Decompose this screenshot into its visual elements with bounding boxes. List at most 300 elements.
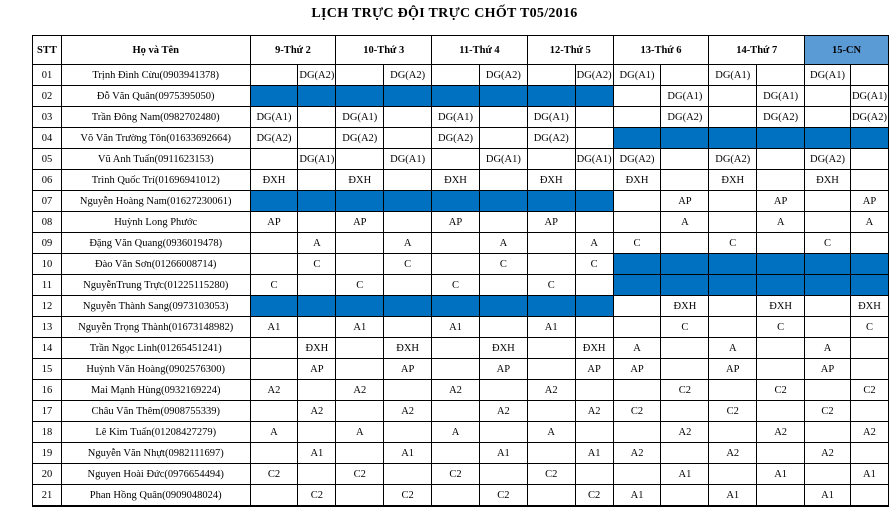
row-name: Phan Hồng Quân(0909048024) <box>61 485 250 507</box>
duty-cell: A1 <box>661 464 709 485</box>
off-duty-block <box>757 128 805 149</box>
duty-cell <box>575 107 613 128</box>
duty-cell <box>250 149 298 170</box>
duty-cell: C <box>850 317 888 338</box>
duty-cell <box>336 443 384 464</box>
duty-cell: C2 <box>709 401 757 422</box>
column-header-day: 12-Thứ 5 <box>527 36 613 65</box>
row-stt: 20 <box>33 464 62 485</box>
duty-cell <box>575 128 613 149</box>
duty-cell <box>709 380 757 401</box>
duty-cell <box>757 401 805 422</box>
duty-cell: A2 <box>709 443 757 464</box>
duty-cell <box>757 485 805 507</box>
duty-cell <box>250 338 298 359</box>
duty-cell <box>805 296 851 317</box>
duty-cell: AP <box>336 212 384 233</box>
table-row <box>33 86 889 107</box>
duty-cell: A1 <box>384 443 432 464</box>
off-duty-block <box>575 191 613 212</box>
table-row <box>33 191 889 212</box>
row-name: Trình Quốc Trí(01696941012) <box>61 170 250 191</box>
duty-cell <box>757 443 805 464</box>
duty-cell: DG(A1) <box>479 149 527 170</box>
row-stt: 15 <box>33 359 62 380</box>
duty-cell <box>661 233 709 254</box>
duty-cell: AP <box>298 359 336 380</box>
duty-cell: A2 <box>757 422 805 443</box>
off-duty-block <box>575 86 613 107</box>
duty-cell: ĐXH <box>479 338 527 359</box>
table-row <box>33 254 889 275</box>
duty-cell: DG(A2) <box>575 65 613 86</box>
duty-cell <box>384 212 432 233</box>
off-duty-block <box>298 296 336 317</box>
duty-cell <box>661 485 709 507</box>
duty-cell: A1 <box>479 443 527 464</box>
duty-cell <box>336 233 384 254</box>
duty-cell: A <box>432 422 480 443</box>
duty-cell <box>575 317 613 338</box>
off-duty-block <box>661 254 709 275</box>
duty-cell <box>432 359 480 380</box>
duty-cell: ĐXH <box>613 170 661 191</box>
duty-cell: C2 <box>613 401 661 422</box>
duty-cell: DG(A1) <box>527 107 575 128</box>
duty-cell <box>805 317 851 338</box>
duty-cell: ĐXH <box>384 338 432 359</box>
duty-cell: A <box>661 212 709 233</box>
duty-cell: ĐXH <box>805 170 851 191</box>
duty-cell <box>479 317 527 338</box>
column-header-day: 9-Thứ 2 <box>250 36 336 65</box>
off-duty-block <box>336 191 384 212</box>
duty-cell: AP <box>575 359 613 380</box>
duty-cell <box>432 485 480 507</box>
off-duty-block <box>805 275 851 296</box>
duty-cell <box>613 191 661 212</box>
duty-cell: AP <box>613 359 661 380</box>
duty-cell <box>613 86 661 107</box>
duty-cell <box>527 65 575 86</box>
duty-cell: DG(A2) <box>527 128 575 149</box>
off-duty-block <box>432 86 480 107</box>
duty-cell: DG(A1) <box>432 107 480 128</box>
off-duty-block <box>527 296 575 317</box>
duty-cell <box>384 128 432 149</box>
duty-cell: AP <box>757 191 805 212</box>
page-title: LỊCH TRỰC ĐỘI TRỰC CHỐT T05/2016 <box>311 6 578 21</box>
row-name: Châu Văn Thêm(0908755339) <box>61 401 250 422</box>
duty-cell: DG(A2) <box>757 107 805 128</box>
duty-cell: A <box>384 233 432 254</box>
duty-cell <box>709 296 757 317</box>
duty-cell <box>336 254 384 275</box>
duty-cell: ĐXH <box>757 296 805 317</box>
duty-cell: ĐXH <box>298 338 336 359</box>
duty-cell <box>432 401 480 422</box>
off-duty-block <box>432 191 480 212</box>
duty-cell: ĐXH <box>250 170 298 191</box>
duty-cell: C <box>527 275 575 296</box>
duty-cell <box>527 443 575 464</box>
off-duty-block <box>479 191 527 212</box>
duty-cell: C <box>805 233 851 254</box>
off-duty-block <box>613 275 661 296</box>
duty-cell: DG(A2) <box>850 107 888 128</box>
duty-cell: A1 <box>757 464 805 485</box>
row-name: Nguyen Hoài Đức(0976654494) <box>61 464 250 485</box>
duty-cell <box>709 191 757 212</box>
row-name: Vũ Anh Tuấn(0911623153) <box>61 149 250 170</box>
off-duty-block <box>298 191 336 212</box>
column-header-day: 10-Thứ 3 <box>336 36 432 65</box>
row-name: Nguyễn Hoàng Nam(01627230061) <box>61 191 250 212</box>
duty-cell: C <box>250 275 298 296</box>
column-header-day: 14-Thứ 7 <box>709 36 805 65</box>
duty-cell: ĐXH <box>850 296 888 317</box>
row-name: Huỳnh Văn Hoàng(0902576300) <box>61 359 250 380</box>
duty-cell <box>757 359 805 380</box>
row-stt: 14 <box>33 338 62 359</box>
duty-cell: A2 <box>298 401 336 422</box>
duty-cell <box>479 380 527 401</box>
duty-cell: C2 <box>850 380 888 401</box>
off-duty-block <box>250 86 298 107</box>
table-row <box>33 401 889 422</box>
off-duty-block <box>709 275 757 296</box>
row-name: Lê Kim Tuấn(01208427279) <box>61 422 250 443</box>
duty-cell <box>613 296 661 317</box>
table-row <box>33 275 889 296</box>
duty-cell <box>709 212 757 233</box>
off-duty-block <box>613 254 661 275</box>
duty-cell: DG(A1) <box>757 86 805 107</box>
duty-cell <box>805 107 851 128</box>
row-stt: 11 <box>33 275 62 296</box>
duty-cell <box>805 422 851 443</box>
duty-cell <box>479 128 527 149</box>
row-name: Nguyễn Văn Nhựt(0982111697) <box>61 443 250 464</box>
off-duty-block <box>479 86 527 107</box>
off-duty-block <box>709 254 757 275</box>
duty-cell: C2 <box>757 380 805 401</box>
off-duty-block <box>384 191 432 212</box>
duty-cell: A <box>336 422 384 443</box>
table-row <box>33 485 889 507</box>
duty-cell <box>432 149 480 170</box>
row-stt: 01 <box>33 65 62 86</box>
duty-cell <box>298 317 336 338</box>
duty-cell: A1 <box>575 443 613 464</box>
duty-cell: A2 <box>575 401 613 422</box>
duty-cell <box>384 317 432 338</box>
duty-cell <box>336 149 384 170</box>
duty-cell <box>250 233 298 254</box>
table-row <box>33 443 889 464</box>
duty-cell: A <box>250 422 298 443</box>
duty-cell <box>384 170 432 191</box>
off-duty-block <box>850 254 888 275</box>
duty-cell: A1 <box>298 443 336 464</box>
duty-cell: C <box>575 254 613 275</box>
duty-cell: A <box>298 233 336 254</box>
row-name: Nguyễn Thành Sang(0973103053) <box>61 296 250 317</box>
duty-cell <box>575 170 613 191</box>
row-stt: 19 <box>33 443 62 464</box>
off-duty-block <box>336 296 384 317</box>
off-duty-block <box>527 191 575 212</box>
duty-cell <box>336 338 384 359</box>
duty-cell <box>432 254 480 275</box>
duty-schedule-table <box>32 35 889 507</box>
off-duty-block <box>527 86 575 107</box>
off-duty-block <box>757 275 805 296</box>
row-name: Trần Ngọc Linh(01265451241) <box>61 338 250 359</box>
duty-cell: A2 <box>805 443 851 464</box>
duty-cell: C <box>709 233 757 254</box>
duty-cell <box>757 65 805 86</box>
duty-cell: DG(A2) <box>336 128 384 149</box>
duty-cell <box>613 380 661 401</box>
duty-cell <box>527 254 575 275</box>
duty-cell <box>479 107 527 128</box>
duty-cell <box>850 443 888 464</box>
column-header-day: 13-Thứ 6 <box>613 36 709 65</box>
duty-cell: A2 <box>527 380 575 401</box>
off-duty-block <box>757 254 805 275</box>
duty-cell <box>709 107 757 128</box>
duty-cell: C2 <box>250 464 298 485</box>
duty-cell: A1 <box>709 485 757 507</box>
duty-cell <box>661 359 709 380</box>
duty-cell: AP <box>432 212 480 233</box>
column-header-stt: STT <box>33 36 62 65</box>
duty-cell <box>850 170 888 191</box>
duty-cell <box>298 380 336 401</box>
duty-cell <box>613 317 661 338</box>
duty-cell <box>384 380 432 401</box>
duty-cell <box>709 422 757 443</box>
table-row <box>33 359 889 380</box>
table-row <box>33 170 889 191</box>
row-stt: 16 <box>33 380 62 401</box>
duty-cell: C2 <box>661 380 709 401</box>
table-row <box>33 317 889 338</box>
table-row <box>33 212 889 233</box>
duty-cell: DG(A2) <box>250 128 298 149</box>
duty-cell: A <box>479 233 527 254</box>
duty-cell: DG(A2) <box>384 65 432 86</box>
duty-cell: DG(A1) <box>250 107 298 128</box>
table-row <box>33 149 889 170</box>
duty-cell: A1 <box>850 464 888 485</box>
row-name: Đặng Văn Quang(0936019478) <box>61 233 250 254</box>
row-stt: 17 <box>33 401 62 422</box>
duty-cell: DG(A1) <box>575 149 613 170</box>
row-stt: 08 <box>33 212 62 233</box>
row-name: NguyễnTrung Trực(01225115280) <box>61 275 250 296</box>
row-stt: 05 <box>33 149 62 170</box>
off-duty-block <box>384 296 432 317</box>
duty-cell: C2 <box>336 464 384 485</box>
duty-cell <box>336 485 384 507</box>
duty-cell: C <box>661 317 709 338</box>
off-duty-block <box>709 128 757 149</box>
duty-cell: A2 <box>384 401 432 422</box>
duty-cell: DG(A1) <box>709 65 757 86</box>
table-row <box>33 296 889 317</box>
duty-cell <box>527 233 575 254</box>
row-name: Đỗ Văn Quân(0975395050) <box>61 86 250 107</box>
duty-cell <box>575 422 613 443</box>
duty-cell: A1 <box>336 317 384 338</box>
row-stt: 10 <box>33 254 62 275</box>
duty-cell: A <box>527 422 575 443</box>
duty-cell: DG(A1) <box>613 65 661 86</box>
duty-cell <box>250 401 298 422</box>
duty-cell: AP <box>384 359 432 380</box>
duty-cell: C2 <box>479 485 527 507</box>
column-header-day: 11-Thứ 4 <box>432 36 528 65</box>
table-header-row <box>33 36 889 65</box>
row-stt: 06 <box>33 170 62 191</box>
duty-cell <box>384 275 432 296</box>
duty-cell <box>805 380 851 401</box>
off-duty-block <box>805 254 851 275</box>
duty-cell: C <box>757 317 805 338</box>
duty-cell <box>250 254 298 275</box>
duty-cell <box>850 338 888 359</box>
duty-cell <box>250 65 298 86</box>
duty-cell: A2 <box>661 422 709 443</box>
table-row <box>33 380 889 401</box>
off-duty-block <box>298 86 336 107</box>
table-row <box>33 338 889 359</box>
row-name: Võ Văn Trường Tôn(01633692664) <box>61 128 250 149</box>
duty-cell <box>336 401 384 422</box>
table-row <box>33 233 889 254</box>
duty-cell: DG(A1) <box>661 86 709 107</box>
off-duty-block <box>613 128 661 149</box>
duty-cell <box>527 338 575 359</box>
duty-cell: C <box>479 254 527 275</box>
row-name: Mai Mạnh Hùng(0932169224) <box>61 380 250 401</box>
duty-cell: ĐXH <box>661 296 709 317</box>
duty-cell <box>298 128 336 149</box>
duty-cell: DG(A2) <box>613 149 661 170</box>
row-stt: 21 <box>33 485 62 507</box>
duty-cell <box>298 422 336 443</box>
duty-cell: C <box>336 275 384 296</box>
duty-cell <box>298 107 336 128</box>
duty-cell: A <box>805 338 851 359</box>
duty-cell <box>613 212 661 233</box>
off-duty-block <box>805 128 851 149</box>
row-name: Đào Văn Sơn(01266008714) <box>61 254 250 275</box>
duty-cell <box>336 359 384 380</box>
duty-cell: C2 <box>432 464 480 485</box>
duty-cell: A1 <box>527 317 575 338</box>
duty-cell: A2 <box>850 422 888 443</box>
duty-cell <box>757 170 805 191</box>
duty-cell <box>661 443 709 464</box>
off-duty-block <box>250 191 298 212</box>
duty-cell <box>432 338 480 359</box>
duty-cell <box>709 317 757 338</box>
duty-cell <box>850 401 888 422</box>
duty-cell: A1 <box>805 485 851 507</box>
row-stt: 12 <box>33 296 62 317</box>
duty-cell: DG(A2) <box>709 149 757 170</box>
duty-cell: ĐXH <box>527 170 575 191</box>
duty-cell <box>298 170 336 191</box>
duty-cell: A <box>709 338 757 359</box>
duty-cell: A1 <box>613 485 661 507</box>
off-duty-block <box>661 275 709 296</box>
duty-cell <box>661 149 709 170</box>
column-header-name: Họ và Tên <box>61 36 250 65</box>
duty-cell <box>575 380 613 401</box>
duty-cell: A2 <box>250 380 298 401</box>
row-stt: 07 <box>33 191 62 212</box>
table-row <box>33 128 889 149</box>
duty-cell <box>757 149 805 170</box>
duty-cell <box>850 233 888 254</box>
duty-cell <box>850 359 888 380</box>
duty-cell <box>805 212 851 233</box>
duty-cell <box>527 401 575 422</box>
row-name: Trịnh Đình Cừu(0903941378) <box>61 65 250 86</box>
duty-cell <box>757 233 805 254</box>
duty-cell <box>527 149 575 170</box>
duty-cell <box>805 191 851 212</box>
off-duty-block <box>336 86 384 107</box>
duty-cell: C2 <box>527 464 575 485</box>
row-stt: 02 <box>33 86 62 107</box>
duty-cell <box>298 275 336 296</box>
duty-cell <box>613 422 661 443</box>
duty-cell <box>661 401 709 422</box>
column-header-day: 15-CN <box>805 36 889 65</box>
duty-cell <box>805 86 851 107</box>
duty-cell <box>661 338 709 359</box>
duty-cell: A <box>613 338 661 359</box>
duty-cell: AP <box>250 212 298 233</box>
row-stt: 04 <box>33 128 62 149</box>
row-stt: 13 <box>33 317 62 338</box>
duty-cell <box>479 170 527 191</box>
duty-cell: DG(A2) <box>805 149 851 170</box>
duty-cell: DG(A1) <box>805 65 851 86</box>
duty-cell <box>479 275 527 296</box>
duty-cell: A2 <box>336 380 384 401</box>
duty-cell <box>527 485 575 507</box>
duty-cell: AP <box>709 359 757 380</box>
off-duty-block <box>850 275 888 296</box>
duty-cell: C <box>298 254 336 275</box>
duty-cell <box>613 107 661 128</box>
duty-cell <box>709 86 757 107</box>
duty-cell <box>575 275 613 296</box>
duty-cell <box>479 422 527 443</box>
duty-cell <box>432 233 480 254</box>
duty-cell: C2 <box>805 401 851 422</box>
duty-cell <box>432 65 480 86</box>
duty-cell <box>384 107 432 128</box>
duty-cell: AP <box>479 359 527 380</box>
table-row <box>33 107 889 128</box>
